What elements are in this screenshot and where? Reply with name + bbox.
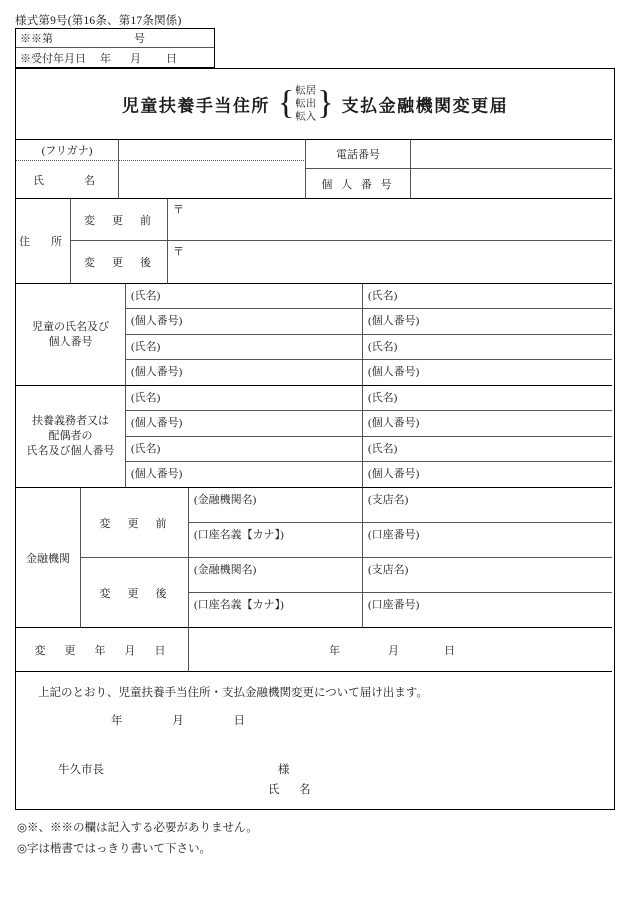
declaration-date-year: 年: [111, 715, 123, 727]
postal-mark-icon: 〒: [173, 204, 184, 216]
supporter-1-number-label: (個人番号): [131, 417, 183, 429]
bank-before-branch-cell[interactable]: [363, 488, 612, 523]
furigana-label: (フリガナ): [16, 139, 119, 161]
child-3-number-label: (個人番号): [131, 366, 183, 378]
reception-number-unit: 号: [134, 33, 145, 45]
brace-close-icon: }: [317, 84, 334, 122]
brace-open-icon: {: [277, 84, 295, 122]
declaration-block: [16, 672, 612, 811]
title-option-2: 転出: [295, 98, 317, 110]
supporters-label-line1: 扶養義務者又は: [32, 415, 109, 428]
bank-before-account-cell[interactable]: [363, 523, 612, 558]
furigana-value[interactable]: [119, 139, 306, 161]
change-date-label: 変 更 年 月 日: [16, 628, 189, 672]
form-title: [16, 69, 614, 139]
change-date-day: 日: [444, 644, 455, 657]
reception-number-label: ※※第: [20, 33, 53, 45]
address-after-cell[interactable]: [168, 241, 612, 284]
title-brace-group: [278, 84, 334, 123]
supporter-row-2-number-right[interactable]: [363, 462, 612, 488]
bank-before-holder-cell[interactable]: [189, 523, 363, 558]
supporter-row-1-name-left[interactable]: [126, 386, 363, 411]
change-date-cell[interactable]: [189, 628, 612, 672]
bank-after-branch-label: (支店名): [368, 564, 409, 576]
bank-before-label: 変 更 前: [81, 488, 189, 558]
supporters-section-label: [16, 386, 126, 488]
bank-before-institution-cell[interactable]: [189, 488, 363, 523]
change-date-month: 月: [388, 644, 399, 657]
declaration-statement: 上記のとおり、児童扶養手当住所・支払金融機関変更について届け出ます。: [38, 687, 428, 699]
supporter-row-2-name-left[interactable]: [126, 437, 363, 462]
footer-note-2: ◎字は楷書ではっきり書いて下さい。: [17, 843, 212, 856]
footer-note-1: ◎※、※※の欄は記入する必要がありません。: [17, 822, 258, 834]
main-form-frame: [15, 68, 615, 810]
child-row-1-name-left[interactable]: [126, 284, 363, 309]
child-row-1-name-right[interactable]: [363, 284, 612, 309]
bank-after-account-cell[interactable]: [363, 593, 612, 628]
addressee-signature-block: [16, 744, 612, 811]
supporter-2-name-label: (氏名): [368, 392, 398, 404]
children-label-line1: 児童の氏名及び: [32, 320, 109, 333]
supporter-2-number-label: (個人番号): [368, 417, 420, 429]
postal-mark-icon-after: 〒: [173, 246, 184, 258]
title-right-text: 支払金融機関変更届: [341, 96, 509, 116]
reception-number-row: [16, 29, 214, 48]
children-section-label: [16, 284, 126, 386]
declaration-date-day: 日: [233, 715, 245, 727]
footer-notes: [17, 818, 258, 861]
supporters-label-line3: 氏名及び個人番号: [26, 444, 115, 457]
reception-date-row: [16, 48, 214, 67]
bank-after-institution-label: (金融機関名): [194, 564, 257, 576]
child-row-2-name-right[interactable]: [363, 335, 612, 360]
reception-date-label: ※受付年月日: [20, 52, 86, 65]
child-row-1-number-right[interactable]: [363, 309, 612, 335]
phone-value[interactable]: [411, 139, 612, 169]
child-row-2-number-left[interactable]: [126, 360, 363, 386]
title-option-3: 転入: [295, 111, 317, 123]
address-before-cell[interactable]: [168, 199, 612, 241]
name-value[interactable]: [119, 161, 306, 199]
declaration-date-month: 月: [172, 715, 184, 727]
supporter-row-1-name-right[interactable]: [363, 386, 612, 411]
supporter-3-number-label: (個人番号): [131, 468, 183, 480]
reception-date-day: 日: [166, 52, 177, 65]
address-after-label: 変 更 後: [71, 241, 168, 284]
bank-before-branch-label: (支店名): [368, 494, 409, 506]
signature-label: 氏 名: [268, 784, 315, 796]
bank-after-holder-label: (口座名義【カナ】): [194, 599, 284, 611]
reception-box: [15, 28, 215, 68]
declaration-date-row[interactable]: [111, 712, 245, 728]
bank-before-institution-label: (金融機関名): [194, 494, 257, 506]
bank-after-branch-cell[interactable]: [363, 558, 612, 593]
bank-after-label: 変 更 後: [81, 558, 189, 628]
addressee-name: 牛久市長: [58, 764, 104, 776]
bank-after-institution-cell[interactable]: [189, 558, 363, 593]
bank-after-holder-cell[interactable]: [189, 593, 363, 628]
reception-date-year: 年: [100, 52, 111, 65]
my-number-value[interactable]: [411, 169, 612, 199]
supporter-1-name-label: (氏名): [131, 392, 161, 404]
my-number-label: 個 人 番 号: [306, 169, 411, 199]
bank-before-account-label: (口座番号): [368, 529, 420, 541]
bank-section-label: 金融機関: [16, 488, 81, 628]
child-2-number-label: (個人番号): [368, 315, 420, 327]
child-4-name-label: (氏名): [368, 341, 398, 353]
child-2-name-label: (氏名): [368, 290, 398, 302]
addressee-honorific: 様: [278, 764, 290, 776]
supporters-label-line2: 配偶者の: [48, 430, 93, 443]
children-label-line2: 個人番号: [48, 335, 93, 348]
address-before-label: 変 更 前: [71, 199, 168, 241]
supporter-4-number-label: (個人番号): [368, 468, 420, 480]
address-section-label: 住 所: [16, 199, 71, 284]
supporter-row-2-number-left[interactable]: [126, 462, 363, 488]
child-row-2-number-right[interactable]: [363, 360, 612, 386]
supporter-row-1-number-left[interactable]: [126, 411, 363, 437]
child-1-name-label: (氏名): [131, 290, 161, 302]
child-3-name-label: (氏名): [131, 341, 161, 353]
title-left-text: 児童扶養手当住所: [121, 96, 270, 116]
form-number: 様式第9号(第16条、第17条関係): [15, 15, 182, 27]
child-row-2-name-left[interactable]: [126, 335, 363, 360]
supporter-4-name-label: (氏名): [368, 443, 398, 455]
supporter-row-2-name-right[interactable]: [363, 437, 612, 462]
change-date-year: 年: [329, 644, 340, 657]
supporter-3-name-label: (氏名): [131, 443, 161, 455]
child-1-number-label: (個人番号): [131, 315, 183, 327]
title-option-1: 転居: [295, 85, 317, 97]
reception-date-month: 月: [130, 52, 141, 65]
phone-label: 電話番号: [306, 139, 411, 169]
name-label: 氏 名: [16, 161, 119, 199]
bank-after-account-label: (口座番号): [368, 599, 420, 611]
bank-before-holder-label: (口座名義【カナ】): [194, 529, 284, 541]
child-4-number-label: (個人番号): [368, 366, 420, 378]
child-row-1-number-left[interactable]: [126, 309, 363, 335]
supporter-row-1-number-right[interactable]: [363, 411, 612, 437]
